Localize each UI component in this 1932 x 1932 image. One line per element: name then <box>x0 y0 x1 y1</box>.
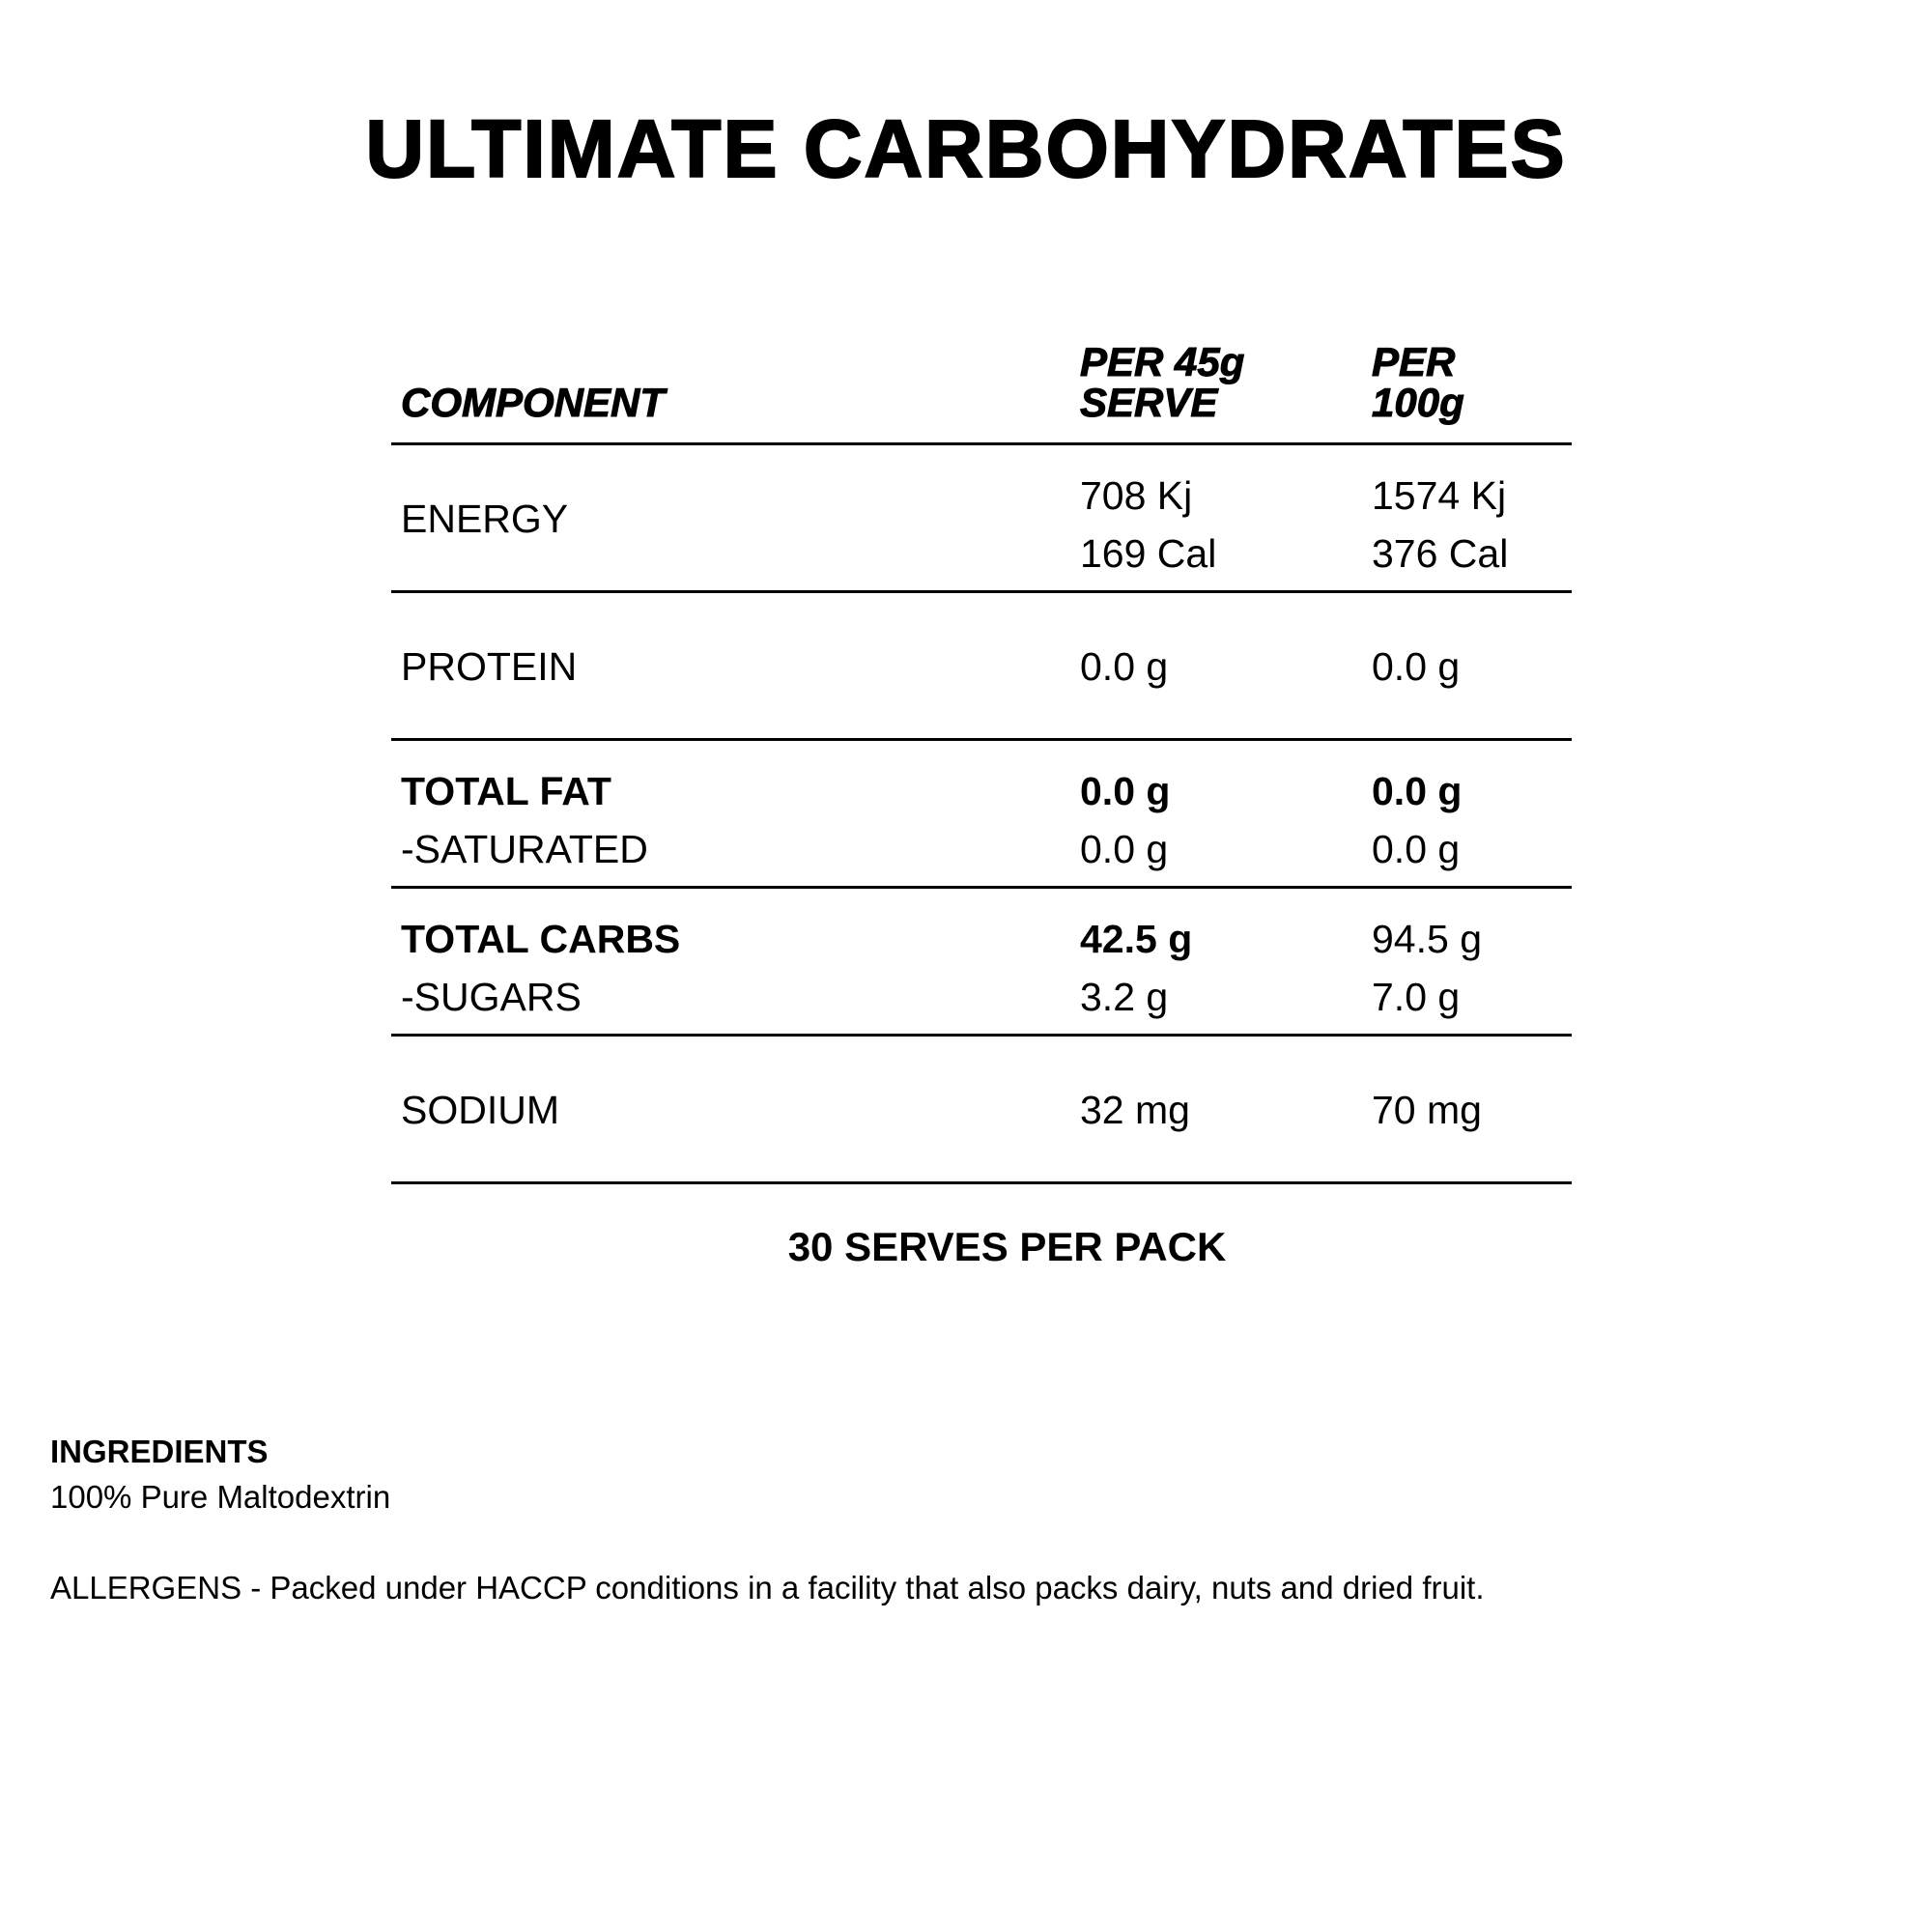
header-component <box>401 380 665 425</box>
page-title: ULTIMATE CARBOHYDRATES <box>365 103 1567 194</box>
row-label: SODIUM <box>401 1088 559 1132</box>
fat-per100: 0.0 g <box>1372 769 1463 813</box>
header-per-serve-line1: PER 45g <box>1080 339 1245 384</box>
sodium-per100: 70 mg <box>1372 1088 1482 1132</box>
row-sub-label: -SATURATED <box>401 827 648 871</box>
header-component-label: COMPONENT <box>401 380 665 425</box>
header-per-serve <box>1080 339 1245 425</box>
table-row-total-fat <box>391 738 1572 886</box>
row-label: ENERGY <box>401 497 569 541</box>
row-label: PROTEIN <box>401 644 578 689</box>
row-label: TOTAL FAT <box>401 769 611 813</box>
fat-serve: 0.0 g <box>1080 769 1171 813</box>
saturated-per100: 0.0 g <box>1372 827 1461 871</box>
table-row-protein <box>391 590 1572 738</box>
nutrition-table <box>391 328 1572 1184</box>
sugars-serve: 3.2 g <box>1080 975 1169 1019</box>
header-per-100g-line1: PER <box>1372 339 1456 384</box>
energy-serve-cal: 169 Cal <box>1080 531 1217 576</box>
allergens-text: ALLERGENS - Packed under HACCP conditions in a facility that also packs dairy, nuts and dried fruit. <box>50 1570 1485 1605</box>
header-per-100g <box>1372 339 1464 425</box>
energy-serve-kj: 708 Kj <box>1080 473 1193 518</box>
serves-per-pack: 30 SERVES PER PACK <box>787 1224 1227 1269</box>
table-row-energy <box>391 442 1572 590</box>
row-label: TOTAL CARBS <box>401 917 681 961</box>
row-sub-label: -SUGARS <box>401 975 582 1019</box>
ingredients-text: 100% Pure Maltodextrin <box>50 1479 391 1515</box>
table-row-sodium <box>391 1034 1572 1184</box>
energy-per100-cal: 376 Cal <box>1372 531 1509 576</box>
sodium-serve: 32 mg <box>1080 1088 1190 1132</box>
table-header <box>391 328 1572 442</box>
protein-per100: 0.0 g <box>1372 644 1461 689</box>
energy-per100-kj: 1574 Kj <box>1372 473 1507 518</box>
table-row-total-carbs <box>391 886 1572 1034</box>
header-per-100g-line2: 100g <box>1372 380 1464 425</box>
protein-serve: 0.0 g <box>1080 644 1169 689</box>
ingredients-heading: INGREDIENTS <box>50 1434 269 1469</box>
header-per-serve-line2: SERVE <box>1080 380 1218 425</box>
saturated-serve: 0.0 g <box>1080 827 1169 871</box>
sugars-per100: 7.0 g <box>1372 975 1461 1019</box>
carbs-per100: 94.5 g <box>1372 917 1482 961</box>
carbs-serve: 42.5 g <box>1080 917 1193 961</box>
